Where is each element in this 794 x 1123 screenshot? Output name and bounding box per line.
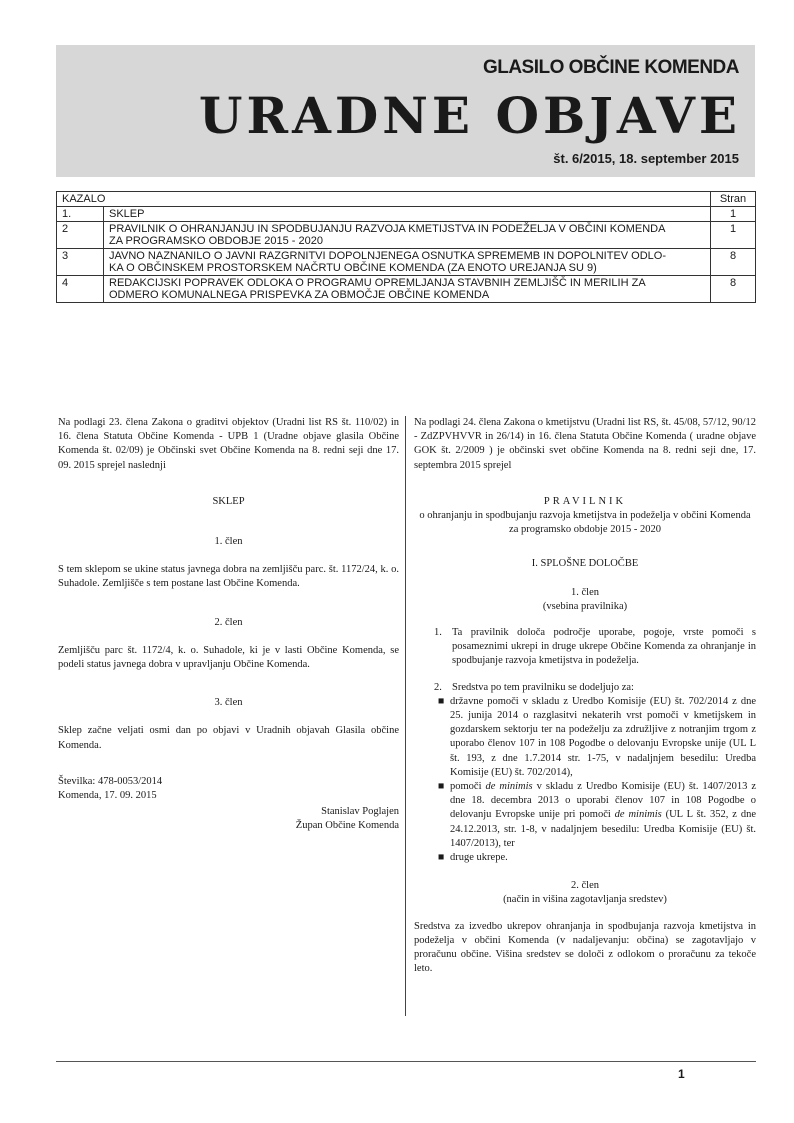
toc-row-title-line: KA O OBČINSKEM PROSTORSKEM NAČRTU OBČINE KOMENDA (ZA ENOTO UREJANJA SU 9) [109, 262, 597, 274]
bullet-item [414, 695, 756, 780]
bullet-text: (UL L št. 352, z dne 24.12.2013, str. 1-8, v nadaljnjem besedilu: Uredba Komisije (EU) št. 1407/2013), ter [450, 809, 756, 849]
toc-row-number: 1. [57, 207, 104, 222]
toc-row-title-line: ODMERO KOMUNALNEGA PRISPEVKA ZA OBMOČJE OBČINE KOMENDA [109, 289, 490, 301]
masthead [56, 45, 755, 177]
toc-row-number: 2 [57, 222, 104, 249]
sklep-title: SKLEP [212, 495, 245, 507]
article-1-heading: 1. člen [571, 586, 599, 598]
toc-row-number: 4 [57, 276, 104, 303]
article-2-subheading: (način in višina zagotavljanja sredstev) [503, 894, 667, 906]
table-of-contents [56, 191, 756, 303]
toc-row-title-line: SKLEP [109, 208, 145, 220]
issue-info: št. 6/2015, 18. september 2015 [553, 151, 739, 166]
toc-row [57, 276, 756, 303]
bullet-text: državne pomoči v skladu z Uredbo Komisije (EU) št. 702/2014 z dne 25. junija 2014 o razglasitvi nekaterih vrst pomoči v kmetijskem in gozdarskem sektorju ter na podeželju za združljive z notranjim trgom z uporabo členov 107 in 108 Pogodbe o delovanju Evropske unije (UL L št. 193, z dne 1.7.2014 str. 1-75, v nadaljnjem besedilu: Uredba Komisije (EU) št. 702/2014), [450, 695, 756, 778]
list-item [414, 626, 756, 669]
toc-row-title-line: PRAVILNIK O OHRANJANJU IN SPODBUJANJU RAZVOJA KMETIJSTVA IN PODEŽELJA V OBČINI KOMENDA [109, 223, 666, 235]
square-bullet-icon: ■ [438, 852, 445, 864]
page-number: 1 [678, 1067, 685, 1081]
bullet-text: druge ukrepe. [450, 852, 508, 864]
right-column [414, 416, 756, 977]
toc-row-page: 8 [711, 276, 756, 303]
toc-row [57, 222, 756, 249]
toc-row-page: 8 [711, 249, 756, 276]
square-bullet-icon: ■ [438, 781, 445, 793]
article-1-heading: 1. člen [214, 536, 243, 548]
article-2-text: Sredstva za izvedbo ukrepov ohranjanja in spodbujanja razvoja kmetijstva in podeželja v občini Komenda (v nadaljevanju: občina) se zagotavljajo v proračunu občine. Višina sredstev se določi z odlokom o proračunu za tekoče leto. [414, 920, 756, 975]
toc-row-page: 1 [711, 207, 756, 222]
masthead-title: URADNE OBJAVE [198, 86, 741, 145]
bullet-item [414, 851, 756, 865]
toc-row-title [104, 276, 711, 303]
article-1-text: S tem sklepom se ukine status javnega dobra na zemljišču parc. št. 1172/24, k. o. Suhadole. Zemljišče s tem postane last Občine Komenda. [58, 564, 399, 590]
toc-row [57, 207, 756, 222]
toc-row-page: 1 [711, 222, 756, 249]
document-number: Številka: 478-0053/2014 [58, 775, 163, 787]
toc-header-page: Stran [711, 192, 756, 207]
left-column [58, 416, 399, 834]
list-item-number: 2. [434, 681, 442, 693]
toc-row-title-line: ZA PROGRAMSKO OBDOBJE 2015 - 2020 [109, 235, 323, 247]
toc-row-title-line: REDAKCIJSKI POPRAVEK ODLOKA O PROGRAMU OPREMLJANJA STAVBNIH ZEMLJIŠČ IN MERILIH ZA [109, 277, 646, 289]
signer-name: Stanislav Poglajen [321, 806, 399, 818]
article-1-subheading: (vsebina pravilnika) [542, 600, 628, 612]
bullet-emphasis: de minimis [485, 781, 533, 793]
article-2-heading: 2. člen [571, 880, 599, 892]
toc-row-number: 3 [57, 249, 104, 276]
toc-header-contents: KAZALO [57, 192, 711, 207]
toc-row-title [104, 207, 711, 222]
bullet-emphasis: de minimis [614, 809, 662, 821]
toc-row-title [104, 249, 711, 276]
list-item-text: Ta pravilnik določa področje uporabe, pogoje, vrste pomoči s posameznimi ukrepi in druge ukrepe Občine Komenda za ohranjanje in spodbujanje razvoja kmetijstva in podeželja. [452, 627, 756, 667]
toc-row-title-line: JAVNO NAZNANILO O JAVNI RAZGRNITVI DOPOLNJENEGA OSNUTKA SPREMEMB IN DOPOLNITEV ODLO- [109, 250, 667, 262]
place-date: Komenda, 17. 09. 2015 [58, 790, 157, 802]
list-item [414, 681, 756, 695]
publication-name: GLASILO OBČINE KOMENDA [482, 57, 739, 78]
signer-title: Župan Občine Komenda [295, 820, 399, 832]
article-2-heading: 2. člen [214, 616, 243, 628]
column-divider [405, 416, 406, 1016]
toc-row [57, 249, 756, 276]
sklep-intro: Na podlagi 23. člena Zakona o graditvi objektov (Uradni list RS št. 110/02) in 16. člena Statuta Občine Komenda - UPB 1 (Uradne objave glasila Občine Komenda št. 02/09) je Občinski svet Občine Komenda na 8. redni seji dne 17. 09. 2015 sprejel naslednji [58, 417, 399, 471]
toc-row-title [104, 222, 711, 249]
pravilnik-title: PRAVILNIK [543, 495, 627, 507]
section-1-heading: I. SPLOŠNE DOLOČBE [531, 558, 639, 570]
bullet-text: pomoči [450, 781, 486, 793]
pravilnik-intro: Na podlagi 24. člena Zakona o kmetijstvu (Uradni list RS, št. 45/08, 57/12, 90/12 - ZdZPVHVVR in 26/14) in 16. člena Statuta Občine Komenda ( uradne objave GOK št. 2/2009 ) je občinski svet občine Komenda na 8. redni seji dne, 17. septembra 2015 sprejel [414, 417, 756, 471]
article-2-text: Zemljišču parc št. 1172/4, k. o. Suhadole, ki je v lasti Občine Komenda, se podeli status javnega dobra v upravljanju Občine Komenda. [58, 644, 399, 671]
square-bullet-icon: ■ [438, 695, 445, 707]
toc-header-row [57, 192, 756, 207]
list-item-number: 1. [434, 627, 442, 639]
list-item-text: Sredstva po tem pravilniku se dodeljujo za: [452, 681, 634, 693]
article-3-heading: 3. člen [214, 697, 243, 709]
bullet-item [414, 780, 756, 851]
article-3-text: Sklep začne veljati osmi dan po objavi v Uradnih objavah Glasila občine Komenda. [58, 725, 399, 751]
footer-rule [56, 1061, 756, 1062]
bullet-text: v skladu z Uredbo Komisije (EU) št. 1407/2013 z dne 18. decembra 2013 o uporabi členov 107 in 108 Pogodbe o delovanju Evropske unije pri pomoči [450, 781, 756, 821]
pravilnik-subtitle: o ohranjanju in spodbujanju razvoja kmetijstva in podeželja v občini Komenda za programsko obdobje 2015 - 2020 [419, 510, 751, 536]
